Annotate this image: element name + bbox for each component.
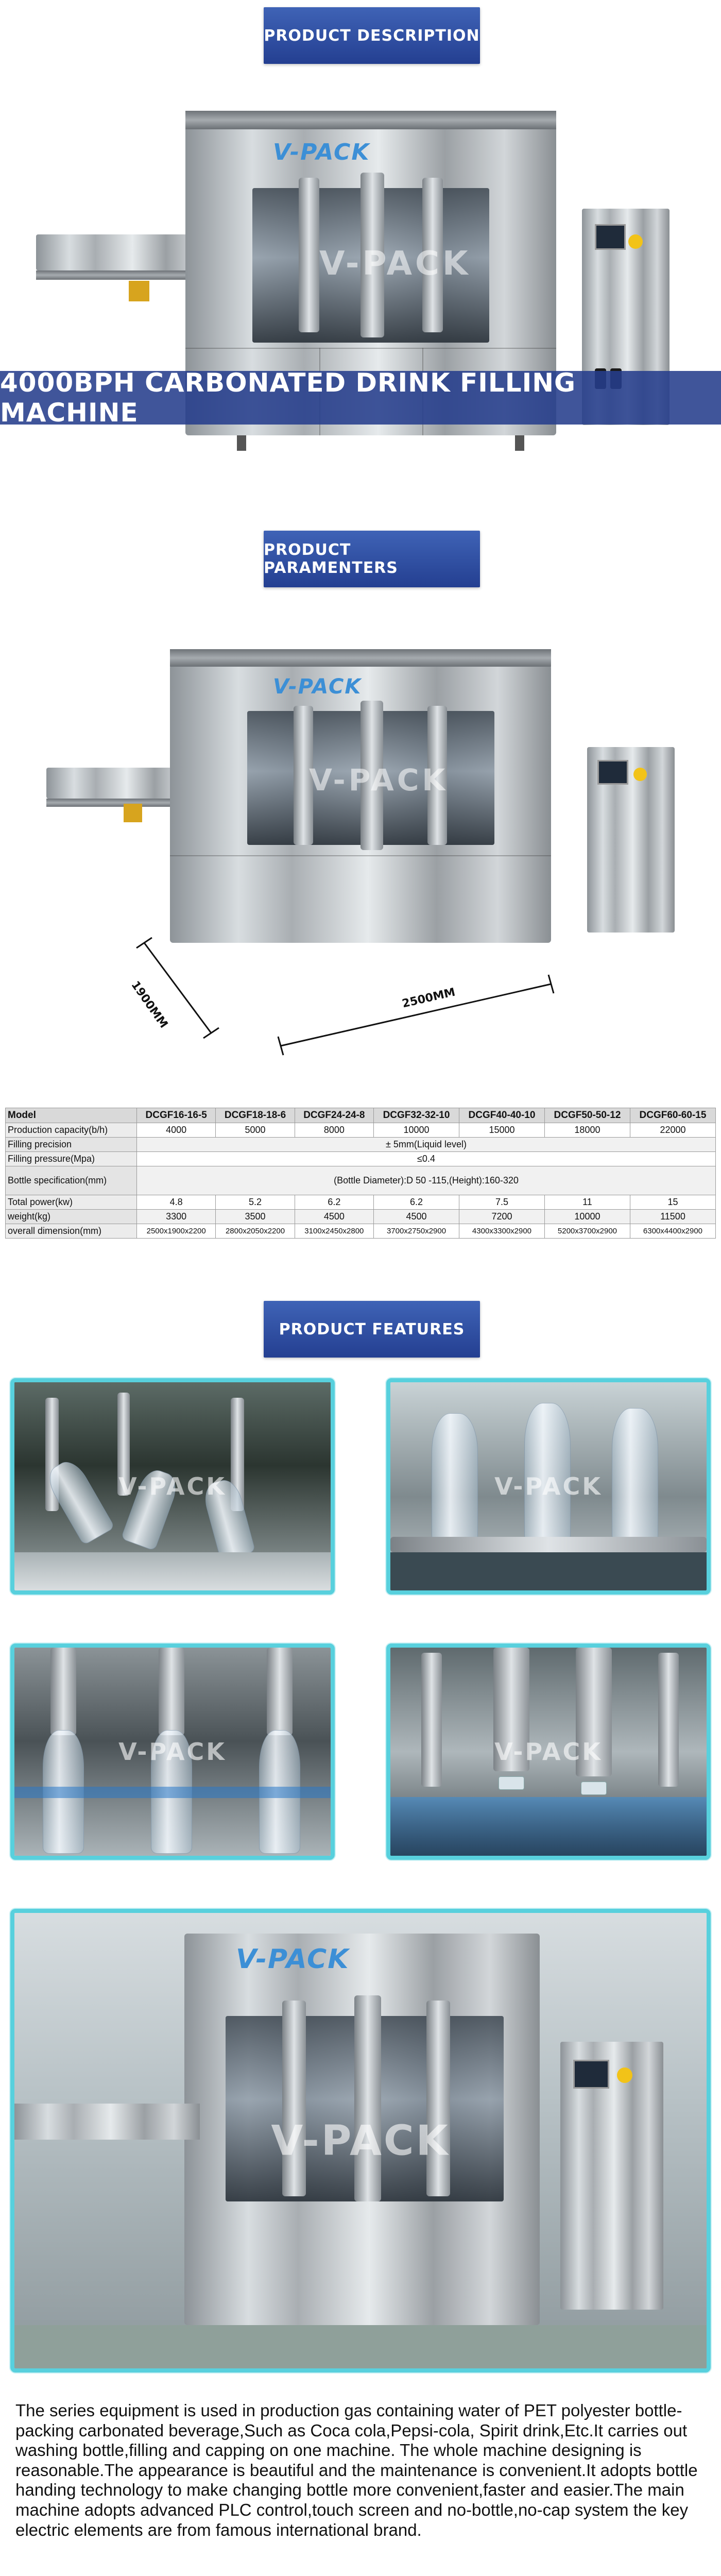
table-cell: 6300x4400x2900 [630, 1224, 715, 1239]
table-cell: 5000 [216, 1123, 295, 1138]
section-title: PRODUCT PARAMENTERS [264, 541, 398, 577]
photo-watermark: V-PACK [494, 1472, 603, 1500]
photo-watermark: V-PACK [271, 2116, 450, 2165]
table-cell-span: ≤0.4 [137, 1152, 716, 1166]
section-title: PRODUCT DESCRIPTION [264, 26, 480, 45]
table-cell: 22000 [630, 1123, 715, 1138]
table-cell-span: ± 5mm(Liquid level) [137, 1138, 716, 1152]
watermark: V-PACK [319, 245, 471, 283]
section-banner-parameters [264, 531, 480, 587]
feature-photo-bottles [386, 1378, 711, 1595]
feature-photo-capper [386, 1643, 711, 1860]
table-row [6, 1195, 716, 1210]
watermark: V-PACK [309, 762, 449, 798]
table-cell: 11500 [630, 1210, 715, 1224]
table-cell: 10000 [374, 1123, 459, 1138]
row-label: weight(kg) [6, 1210, 137, 1224]
brand-logo: V-PACK [273, 139, 370, 165]
table-header-row [6, 1108, 716, 1123]
feature-photo-filling-valves [10, 1643, 335, 1860]
table-cell: 11 [544, 1195, 630, 1210]
dimension-arrows [0, 917, 721, 1072]
width-dimension-label: 2500MM [401, 986, 457, 1011]
table-header: DCGF18-18-6 [216, 1108, 295, 1123]
table-cell: 10000 [544, 1210, 630, 1224]
table-header: DCGF60-60-15 [630, 1108, 715, 1123]
table-row [6, 1138, 716, 1152]
brand-logo: V-PACK [236, 1944, 350, 1975]
table-cell: 3300 [137, 1210, 216, 1224]
row-label: Filling precision [6, 1138, 137, 1152]
table-cell: 7.5 [459, 1195, 545, 1210]
table-cell: 3700x2750x2900 [374, 1224, 459, 1239]
row-label: overall dimension(mm) [6, 1224, 137, 1239]
table-header: DCGF32-32-10 [374, 1108, 459, 1123]
table-cell: 4500 [295, 1210, 373, 1224]
table-header: DCGF50-50-12 [544, 1108, 630, 1123]
table-cell: 2500x1900x2200 [137, 1224, 216, 1239]
photo-watermark: V-PACK [118, 1472, 227, 1500]
hero-title: 4000BPH CARBONATED DRINK FILLING MACHINE [0, 368, 576, 428]
table-cell: 4000 [137, 1123, 216, 1138]
table-cell: 4.8 [137, 1195, 216, 1210]
section-banner-description [264, 7, 480, 64]
table-row [6, 1224, 716, 1239]
table-header: DCGF40-40-10 [459, 1108, 545, 1123]
feature-photo-rinser [10, 1378, 335, 1595]
table-cell: 4500 [374, 1210, 459, 1224]
table-header: DCGF16-16-5 [137, 1108, 216, 1123]
hero-title-band [0, 368, 721, 428]
photo-watermark: V-PACK [494, 1738, 603, 1766]
table-cell: 15 [630, 1195, 715, 1210]
spec-table [5, 1108, 716, 1239]
table-cell: 18000 [544, 1123, 630, 1138]
table-cell: 3500 [216, 1210, 295, 1224]
height-dimension-label: 1900MM [128, 979, 170, 1031]
table-header: Model [6, 1108, 137, 1123]
brand-logo: V-PACK [273, 675, 362, 699]
row-label: Bottle specification(mm) [6, 1166, 137, 1195]
hero-machine-image [31, 90, 700, 497]
row-label: Total power(kw) [6, 1195, 137, 1210]
table-header: DCGF24-24-8 [295, 1108, 373, 1123]
table-cell: 6.2 [374, 1195, 459, 1210]
table-cell-span: (Bottle Diameter):D 50 -115,(Height):160-320 [137, 1166, 716, 1195]
table-cell: 4300x3300x2900 [459, 1224, 545, 1239]
table-row [6, 1152, 716, 1166]
table-cell: 8000 [295, 1123, 373, 1138]
table-cell: 7200 [459, 1210, 545, 1224]
product-description-text: The series equipment is used in production gas containing water of PET polyester bottle-packing carbonated beverage,Such as Coca cola,Pepsi-cola, Spirit drink,Etc.It carries out washing bottle,filling and capping on one machine. The whole machine designing is reasonable.The appearance is beautiful and the maintenance is convenient.It adopts bottle handing technology to make changing bottle more convenient,faster and easier.The main machine adopts advanced PLC control,touch screen and no-bottle,no-cap system the key electric elements are from famous international brand. [15, 2401, 698, 2539]
table-row [6, 1210, 716, 1224]
row-label: Production capacity(b/h) [6, 1123, 137, 1138]
section-banner-features [264, 1301, 480, 1358]
photo-watermark: V-PACK [118, 1738, 227, 1766]
table-cell: 2800x2050x2200 [216, 1224, 295, 1239]
section-title: PRODUCT FEATURES [279, 1320, 465, 1338]
table-cell: 6.2 [295, 1195, 373, 1210]
feature-photo-full-machine [10, 1909, 711, 2372]
table-row [6, 1123, 716, 1138]
table-row [6, 1166, 716, 1195]
table-cell: 3100x2450x2800 [295, 1224, 373, 1239]
row-label: Filling pressure(Mpa) [6, 1152, 137, 1166]
table-cell: 5200x3700x2900 [544, 1224, 630, 1239]
table-cell: 5.2 [216, 1195, 295, 1210]
table-cell: 15000 [459, 1123, 545, 1138]
